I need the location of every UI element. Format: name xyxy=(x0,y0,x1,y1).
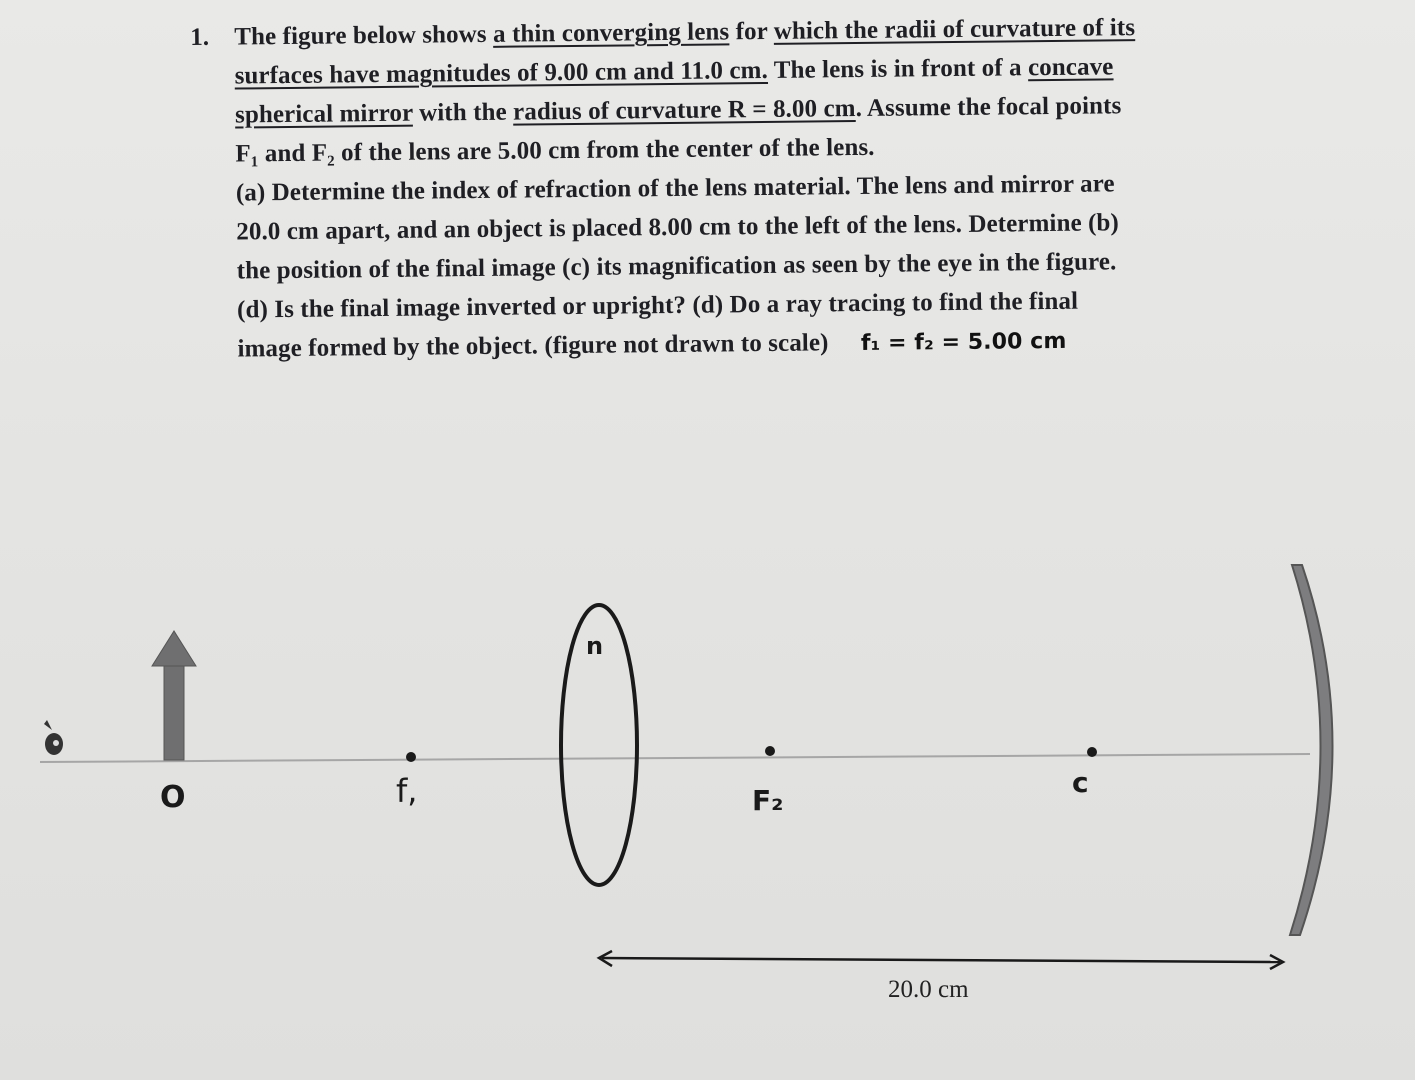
focal-point-f2 xyxy=(765,746,775,756)
line-2-segment: concave xyxy=(1027,53,1114,82)
optical-axis xyxy=(40,754,1310,762)
center-of-curvature-point xyxy=(1087,747,1097,757)
line-9-text: image formed by the object. (figure not drawn to scale) xyxy=(237,329,829,363)
line-1-segment: The figure below shows xyxy=(234,20,494,51)
object-label: O xyxy=(160,780,186,815)
lens-mark: n xyxy=(586,632,604,660)
line-4-segment: F₁ and F₂ of the lens are 5.00 cm from the center of the lens. xyxy=(235,133,875,168)
handwritten-focal-note: f₁ = f₂ = 5.00 cm xyxy=(860,328,1067,356)
line-7-segment: the position of the final image (c) its magnification as seen by the eye in the figure. xyxy=(236,248,1117,285)
concave-mirror xyxy=(1290,565,1333,935)
line-2-segment: The lens is in front of a xyxy=(767,54,1029,84)
distance-arrow xyxy=(599,951,1283,969)
line-2-segment: surfaces have magnitudes of 9.00 cm and 11.0 cm. xyxy=(234,56,769,90)
line-6-segment: 20.0 cm apart, and an object is placed 8.00 cm to the left of the lens. Determine (b) xyxy=(236,209,1120,246)
f1-label: f, xyxy=(396,772,418,810)
object-arrow xyxy=(152,631,196,760)
distance-label: 20.0 cm xyxy=(888,976,969,1003)
question-number: 1. xyxy=(190,23,210,51)
line-5-segment: (a) Determine the index of refraction of the lens material. The lens and mirror are xyxy=(235,170,1115,207)
eye-icon xyxy=(44,720,63,755)
focal-point-f1 xyxy=(406,752,416,762)
line-1-segment: which the radii of curvature of its xyxy=(773,14,1136,45)
line-3-segment: . Assume the focal points xyxy=(855,92,1122,123)
line-3-segment: with the xyxy=(412,98,514,127)
line-8-segment: (d) Is the final image inverted or upright? (d) Do a ray tracing to find the final xyxy=(236,287,1079,324)
line-3-segment: spherical mirror xyxy=(234,99,413,129)
line-1-segment: a thin converging lens xyxy=(492,18,730,48)
f2-label: F₂ xyxy=(752,784,784,817)
c-label: c xyxy=(1072,766,1089,799)
line-1-segment: for xyxy=(729,17,774,46)
line-3-segment: radius of curvature R = 8.00 cm xyxy=(512,95,856,126)
